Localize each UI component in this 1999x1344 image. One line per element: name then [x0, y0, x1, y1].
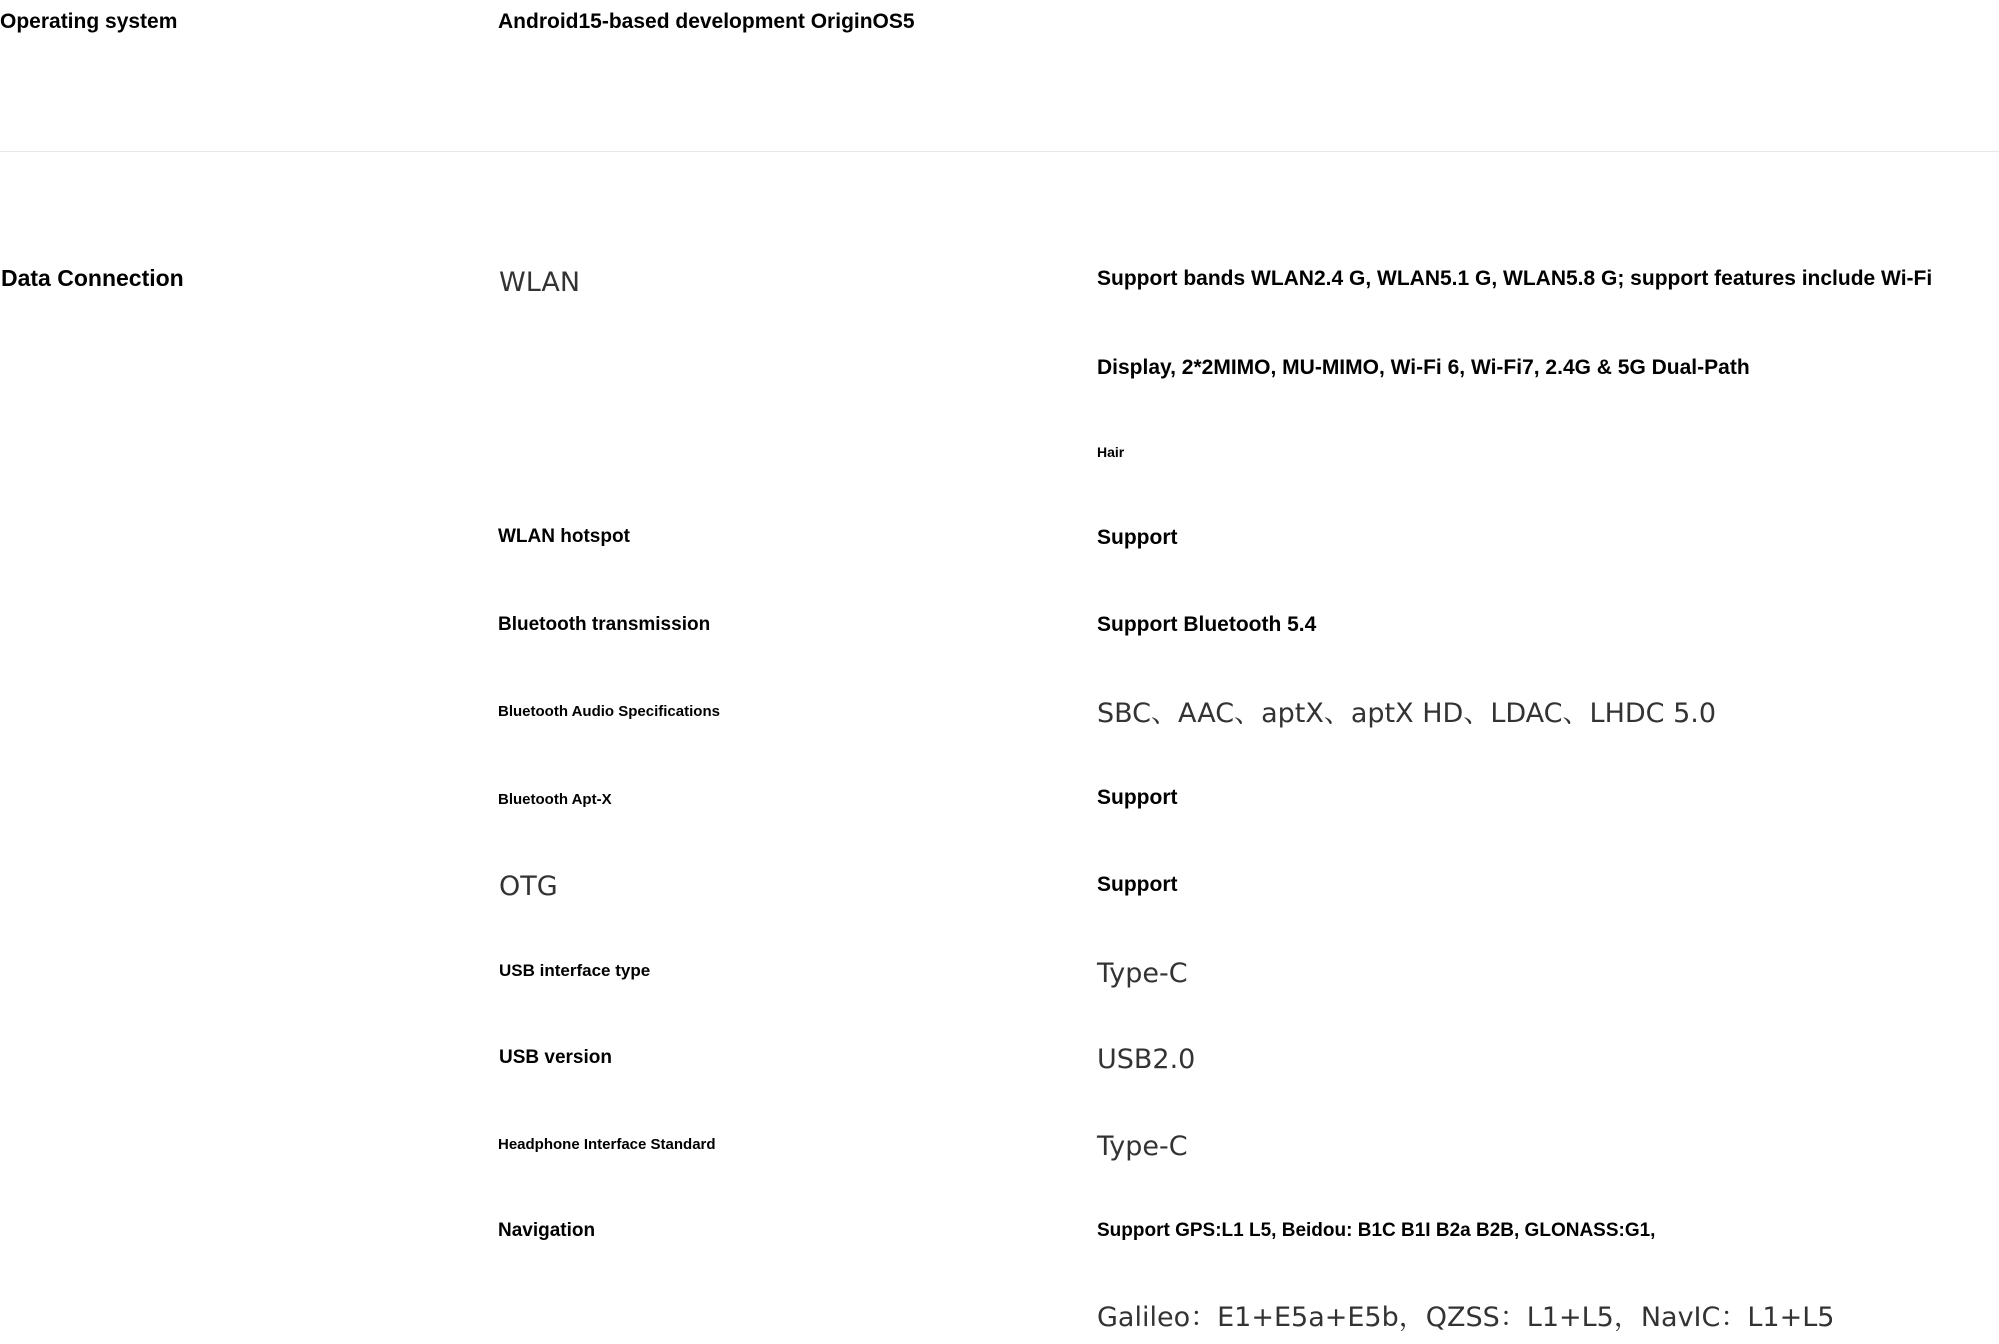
- section-divider: [0, 151, 1999, 152]
- spec-value-wlan-line-3: Hair: [1097, 444, 1125, 460]
- spec-value-usb-interface-type: Type-C: [1097, 958, 1188, 989]
- spec-label-usb-interface-type: USB interface type: [499, 961, 651, 980]
- spec-label-otg: OTG: [499, 871, 558, 902]
- spec-value-otg: Support: [1097, 873, 1178, 896]
- spec-value-navigation-line-1: Support GPS:L1 L5, Beidou: B1C B1I B2a B2B, GLONASS:G1,: [1097, 1220, 1656, 1241]
- spec-label-bluetooth-apt-x: Bluetooth Apt-X: [498, 791, 612, 808]
- spec-label-bluetooth-transmission: Bluetooth transmission: [498, 614, 711, 635]
- spec-label-navigation: Navigation: [498, 1220, 596, 1241]
- spec-value-usb-version: USB2.0: [1097, 1044, 1196, 1075]
- spec-label-bluetooth-audio-specifications: Bluetooth Audio Specifications: [498, 703, 720, 720]
- section-label-data-connection: Data Connection: [1, 265, 184, 291]
- spec-label-wlan: WLAN: [499, 267, 581, 298]
- spec-label-usb-version: USB version: [499, 1047, 612, 1068]
- spec-value-headphone-interface-standard: Type-C: [1097, 1131, 1188, 1162]
- spec-value-wlan-hotspot: Support: [1097, 526, 1178, 549]
- spec-value-bluetooth-transmission: Support Bluetooth 5.4: [1097, 613, 1317, 636]
- spec-value-bluetooth-apt-x: Support: [1097, 786, 1178, 809]
- section-label-operating-system: Operating system: [0, 10, 178, 33]
- spec-value-wlan-line-2: Display, 2*2MIMO, MU-MIMO, Wi-Fi 6, Wi-Fi7, 2.4G & 5G Dual-Path: [1097, 356, 1750, 379]
- operating-system-value: Android15-based development OriginOS5: [498, 10, 915, 33]
- spec-value-navigation-line-2: Galileo：E1+E5a+E5b，QZSS：L1+L5，NavIC：L1+L5: [1097, 1302, 1835, 1333]
- spec-label-headphone-interface-standard: Headphone Interface Standard: [498, 1136, 716, 1153]
- spec-value-wlan-line-1: Support bands WLAN2.4 G, WLAN5.1 G, WLAN5.8 G; support features include Wi-Fi: [1097, 267, 1933, 290]
- spec-value-bluetooth-audio-specifications: SBC、AAC、aptX、aptX HD、LDAC、LHDC 5.0: [1097, 698, 1717, 729]
- spec-label-wlan-hotspot: WLAN hotspot: [498, 526, 630, 547]
